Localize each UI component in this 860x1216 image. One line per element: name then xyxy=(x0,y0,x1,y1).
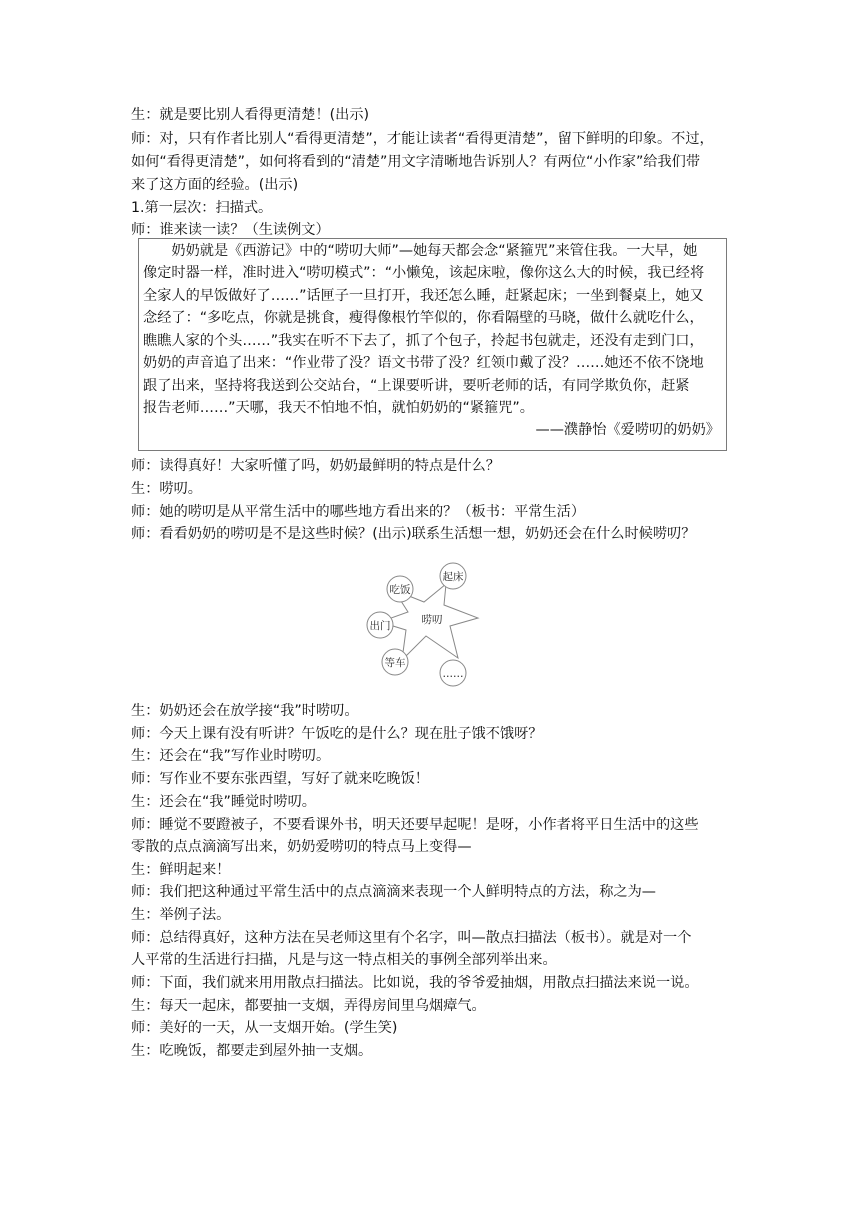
dialogue-line: 生：奶奶还会在放学接“我”时唠叨。 xyxy=(131,703,359,719)
dialogue-line: 生：举例子法。 xyxy=(131,907,231,923)
example-source: ——濮静怡《爱唠叨的奶奶》 xyxy=(535,422,720,438)
example-line: 报告老师……”天哪，我天不怕地不怕，就怕奶奶的“紧箍咒”。 xyxy=(143,400,534,416)
example-line: 像定时器一样，准时进入“唠叨模式”：“小懒兔，该起床啦，像你这么大的时候，我已经将 xyxy=(143,265,705,281)
dialogue-line: 人平常的生活进行扫描，凡是与这一特点相关的事例全部列举出来。 xyxy=(131,952,557,968)
example-line: 全家人的早饭做好了……”话匣子一旦打开，我还怎么睡，赶紧起床；一坐到餐桌上，她又 xyxy=(143,288,704,304)
center-label: 唠叨 xyxy=(421,614,443,626)
node-label: 等车 xyxy=(384,657,406,669)
dialogue-line: 师：看看奶奶的唠叨是不是这些时候？(出示)联系生活想一想，奶奶还会在什么时候唠叨？ xyxy=(131,526,696,542)
dialogue-line: 师：她的唠叨是从平常生活中的哪些地方看出来的？（板书：平常生活） xyxy=(131,504,586,520)
dialogue-line: 生：还会在“我”写作业时唠叨。 xyxy=(131,748,331,764)
dialogue-line: 零散的点点滴滴写出来，奶奶爱唠叨的特点马上变得— xyxy=(131,839,472,855)
example-line: 念经了：“多吃点，你就是挑食，瘦得像根竹竿似的，你看隔壁的马晓，做什么就吃什么， xyxy=(143,310,704,326)
dialogue-line: 生：就是要比别人看得更清楚！(出示) xyxy=(131,107,370,123)
dialogue-line: 来了这方面的经验。(出示) xyxy=(131,177,299,193)
dialogue-line: 师：总结得真好，这种方法在吴老师这里有个名字，叫—散点扫描法（板书）。就是对一个 xyxy=(131,930,692,946)
node-label: …… xyxy=(442,668,464,680)
dialogue-line: 生：每天一起床，都要抽一支烟，弄得房间里乌烟瘴气。 xyxy=(131,998,486,1014)
dialogue-line: 师：我们把这种通过平常生活中的点点滴滴来表现一个人鲜明特点的方法，称之为— xyxy=(131,884,656,900)
nagging-diagram xyxy=(362,560,490,690)
dialogue-line: 师：读得真好！大家听懂了吗，奶奶最鲜明的特点是什么？ xyxy=(131,458,500,474)
dialogue-line: 师：写作业不要东张西望，写好了就来吃晚饭！ xyxy=(131,771,429,787)
node-label: 起床 xyxy=(442,571,464,583)
example-line: 奶奶就是《西游记》中的“唠叨大师”—她每天都会念“紧箍咒”来管住我。一大早，她 xyxy=(143,243,698,259)
example-line: 跟了出来，坚持将我送到公交站台，“上课要听讲，要听老师的话，有同学欺负你，赶紧 xyxy=(143,378,690,394)
dialogue-line: 生：唠叨。 xyxy=(131,481,202,497)
dialogue-line: 师：今天上课有没有听讲？午饭吃的是什么？现在肚子饿不饿呀？ xyxy=(131,726,543,742)
example-text-box xyxy=(138,238,727,451)
dialogue-line: 师：美好的一天，从一支烟开始。(学生笑) xyxy=(131,1020,398,1036)
dialogue-line: 师：下面，我们就来用用散点扫描法。比如说，我的爷爷爱抽烟，用散点扫描法来说一说。 xyxy=(131,975,699,991)
dialogue-line: 如何“看得更清楚”，如何将看到的“清楚”用文字清晰地告诉别人？有两位“小作家”给我们带 xyxy=(131,154,701,170)
example-line: 瞧瞧人家的个头……”我实在听不下去了，抓了个包子，拎起书包就走，还没有走到门口， xyxy=(143,333,704,349)
dialogue-line: 生：鲜明起来！ xyxy=(131,862,231,878)
example-line: 奶奶的声音追了出来：“作业带了没？语文书带了没？红领巾戴了没？……她还不依不饶地 xyxy=(143,355,704,371)
section-heading: 1.第一层次：扫描式。 xyxy=(131,200,273,216)
dialogue-line: 师：谁来读一读？（生读例文） xyxy=(131,222,330,238)
dialogue-line: 师：睡觉不要蹬被子，不要看课外书，明天还要早起呢！是呀，小作者将平日生活中的这些 xyxy=(131,817,699,833)
node-label: 出门 xyxy=(369,620,391,632)
node-label: 吃饭 xyxy=(389,584,411,596)
dialogue-line: 生：还会在“我”睡觉时唠叨。 xyxy=(131,794,316,810)
dialogue-line: 生：吃晚饭，都要走到屋外抽一支烟。 xyxy=(131,1043,373,1059)
dialogue-line: 师：对，只有作者比别人“看得更清楚”，才能让读者“看得更清楚”，留下鲜明的印象。不过， xyxy=(131,131,714,147)
